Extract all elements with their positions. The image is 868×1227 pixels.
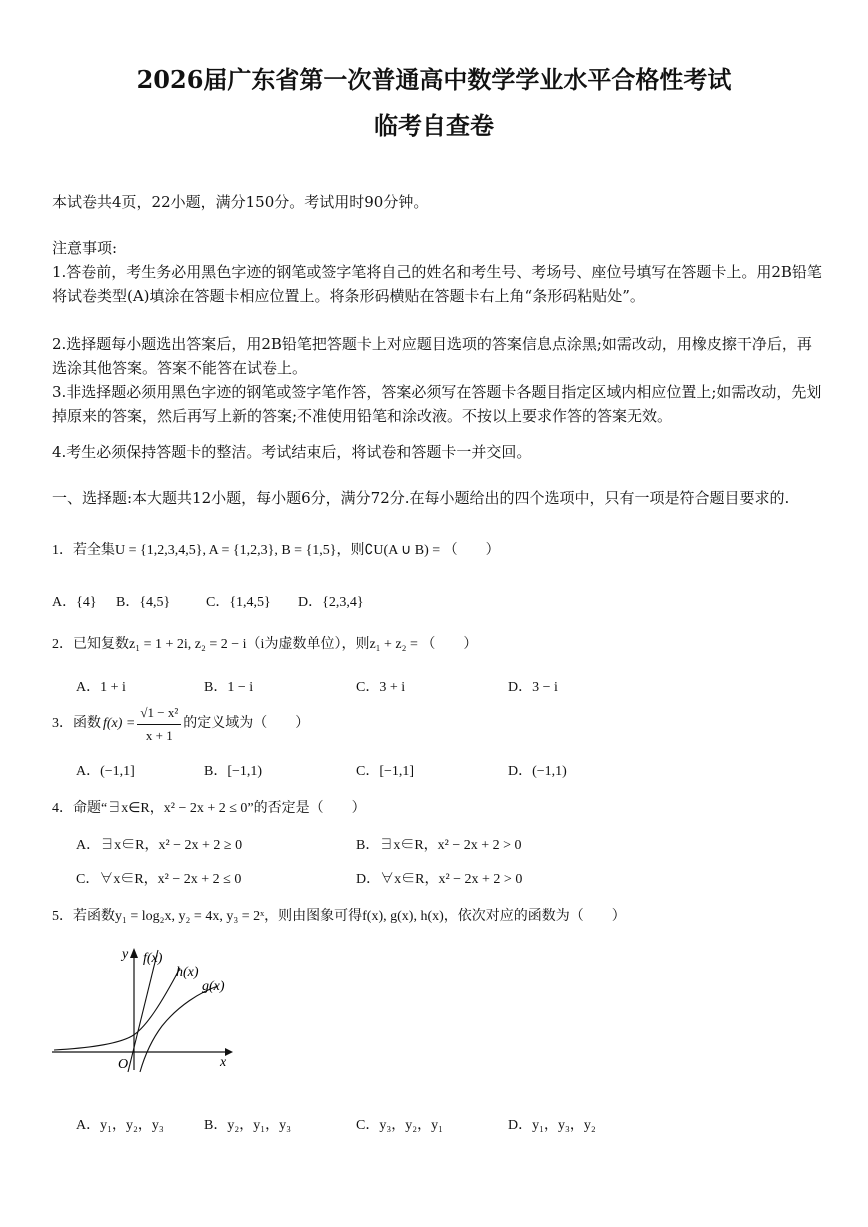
exam-intro: 本试卷共4页，22小题，满分150分。考试用时90分钟。 [52, 193, 429, 211]
question-3-stem [52, 706, 832, 742]
question-1-option-d: D．{2,3,4} [298, 595, 364, 610]
x-axis-label: x [220, 1055, 227, 1070]
function-graph [50, 942, 240, 1074]
question-5-option-b: B．y₂，y₁，y₃ [204, 1118, 291, 1133]
question-4-option-a: A．∃x∈R，x² − 2x + 2 ≥ 0 [76, 838, 243, 853]
label-f: f(x) [143, 951, 163, 966]
question-3-func: f(x) = [103, 716, 136, 731]
y-axis-label: y [122, 947, 129, 962]
y-axis-arrow [130, 948, 138, 958]
label-g: g(x) [202, 979, 225, 994]
curve-h [54, 968, 180, 1050]
notice-item-2: 2.选择题每小题选出答案后，用2B铅笔把答题卡上对应题目选项的答案信息点涂黑;如需改动，用橡皮擦干净后，再选涂其他答案。答案不能答在试卷上。 [52, 335, 812, 377]
curve-f [128, 950, 158, 1072]
question-5-stem: 5．若函数y₁ = log₂x, y₂ = 4x, y₃ = 2ˣ，则由图象可得f(x), g(x), h(x)，依次对应的函数为（ ） [52, 909, 626, 924]
question-3-denominator: x + 1 [145, 727, 173, 743]
question-3-option-d: D．(−1,1) [508, 764, 567, 779]
exam-title: 2026届广东省第一次普通高中数学学业水平合格性考试 [136, 65, 732, 94]
question-3-option-c: C．[−1,1] [356, 764, 415, 779]
question-3-numerator: √1 − x² [137, 702, 181, 725]
notice-heading: 注意事项: [52, 239, 118, 257]
notice-item-4: 4.考生必须保持答题卡的整洁。考试结束后，将试卷和答题卡一并交回。 [52, 443, 532, 461]
question-2-option-a: A．1 + i [76, 680, 126, 695]
question-3-suffix: 的定义域为（ ） [183, 716, 310, 731]
notice-item-3: 3.非选择题必须用黑色字迹的钢笔或签字笔作答，答案必须写在答题卡各题目指定区域内相应位置上;如需改动，先划掉原来的答案，然后再写上新的答案;不准使用铅笔和涂改液。不按以上要求作答的答案无效。 [52, 383, 822, 425]
section-heading: 一、选择题:本大题共12小题，每小题6分，满分72分.在每小题给出的四个选项中，只有一项是符合题目要求的. [52, 489, 790, 507]
question-5-option-d: D．y₁，y₃，y₂ [508, 1118, 596, 1133]
question-2-option-d: D．3 − i [508, 680, 558, 695]
question-3-fraction [137, 702, 181, 747]
question-1-stem: 1．若全集U = {1,2,3,4,5}, A = {1,2,3}, B = {1,5}，则∁U(A ∪ B) = （ ） [52, 543, 500, 558]
question-4-option-b: B．∃x∈R，x² − 2x + 2 > 0 [356, 838, 522, 853]
question-3-prefix: 3．函数 [52, 716, 101, 731]
question-2-stem: 2．已知复数z₁ = 1 + 2i, z₂ = 2 − i（i为虚数单位），则z₁ + z₂ = （ ） [52, 637, 478, 652]
question-4-option-d: D．∀x∈R，x² − 2x + 2 > 0 [356, 872, 523, 887]
question-4-option-c: C．∀x∈R，x² − 2x + 2 ≤ 0 [76, 872, 242, 887]
origin-label: O [118, 1057, 129, 1072]
question-5-option-c: C．y₃，y₂，y₁ [356, 1118, 443, 1133]
question-1-option-c: C．{1,4,5} [206, 595, 271, 610]
question-2-option-b: B．1 − i [204, 680, 254, 695]
label-h: h(x) [176, 965, 199, 980]
notice-item-1: 1.答卷前，考生务必用黑色字迹的钢笔或签字笔将自己的姓名和考生号、考场号、座位号填写在答题卡上。用2B铅笔将试卷类型(A)填涂在答题卡相应位置上。将条形码横贴在答题卡右上角“条形码粘贴处”。 [52, 263, 822, 305]
question-3-option-b: B．[−1,1) [204, 764, 263, 779]
question-3-option-a: A．(−1,1] [76, 764, 135, 779]
question-4-stem: 4．命题“∃x∈R，x² − 2x + 2 ≤ 0”的否定是（ ） [52, 801, 366, 816]
question-1-option-a: A．{4} [52, 595, 97, 610]
question-2-option-c: C．3 + i [356, 680, 406, 695]
question-1-option-b: B．{4,5} [116, 595, 171, 610]
curve-g [140, 986, 218, 1072]
exam-subtitle: 临考自查卷 [374, 111, 494, 140]
question-5-option-a: A．y₁，y₂，y₃ [76, 1118, 164, 1133]
